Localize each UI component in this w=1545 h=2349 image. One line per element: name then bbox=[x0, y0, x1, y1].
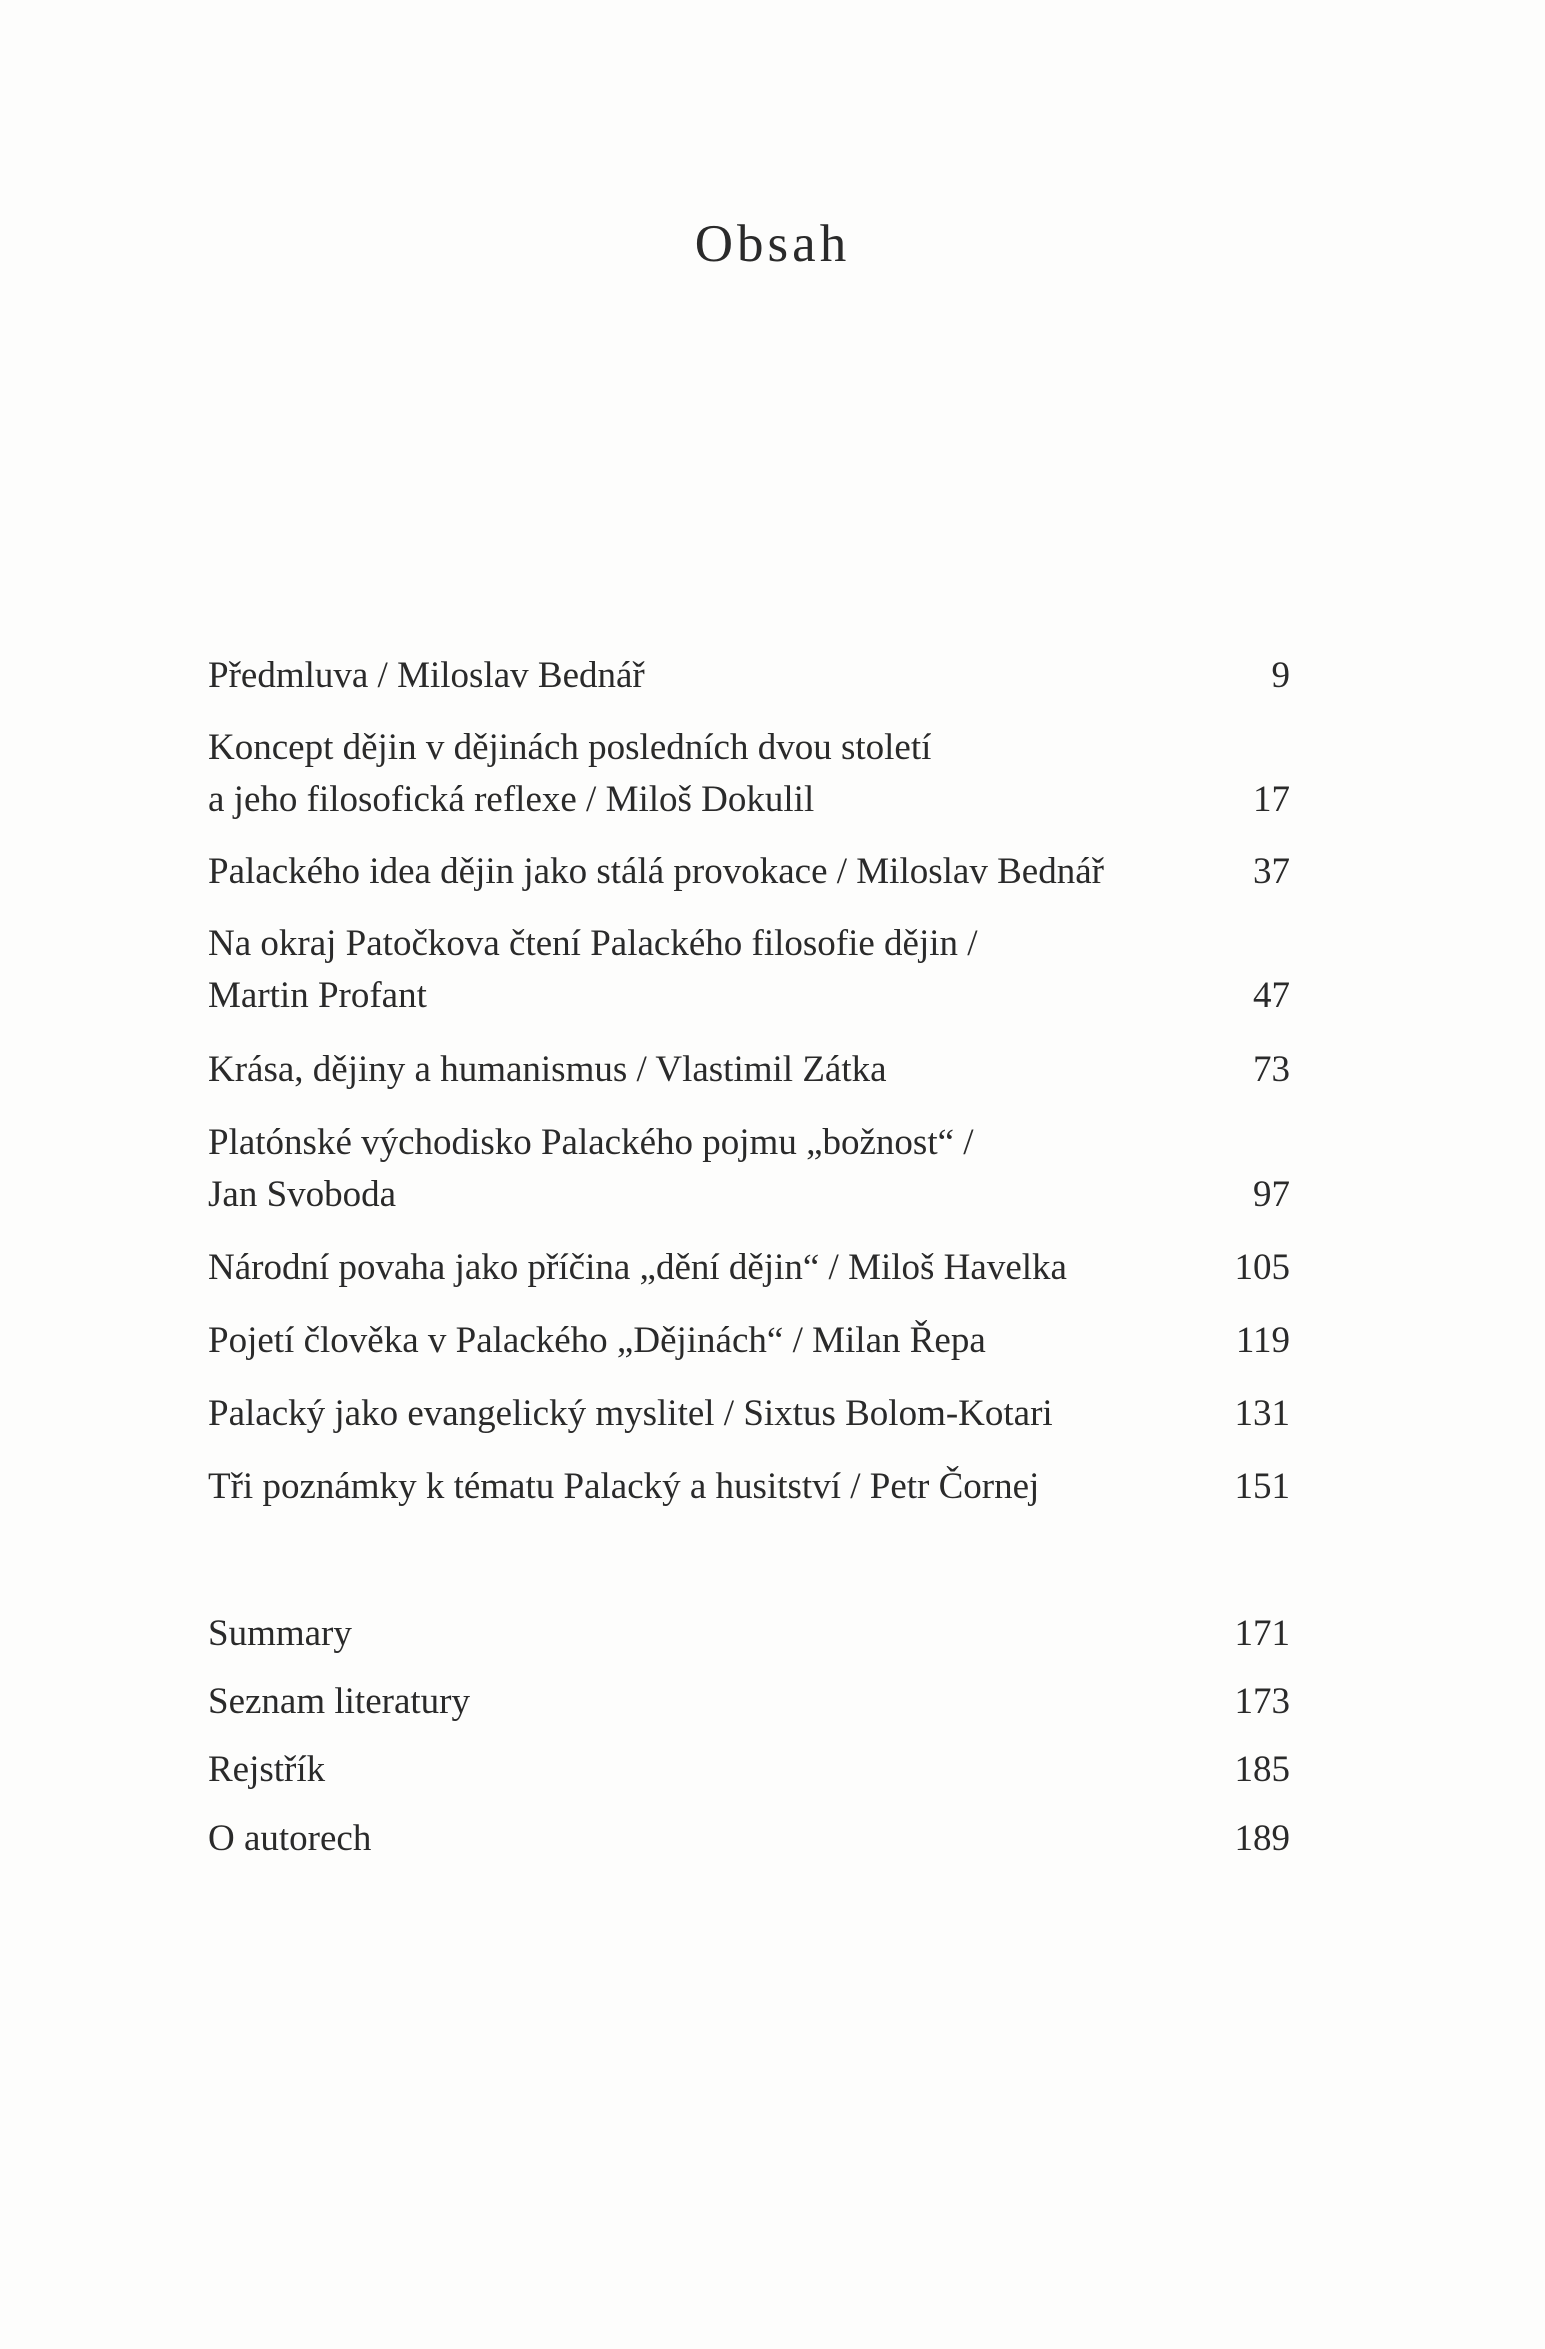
toc-entry-page: 119 bbox=[1235, 1320, 1290, 1361]
toc-entry-page: 47 bbox=[1253, 975, 1290, 1016]
toc-entry-title: Pojetí člověka v Palackého „Dějinách“ / Milan Řepa bbox=[208, 1320, 986, 1361]
appendix-entry bbox=[208, 1676, 1290, 1728]
toc-entry-title-continued: a jeho filosofická reflexe / Miloš Dokulil bbox=[208, 779, 815, 820]
appendix-entry-page: 189 bbox=[1234, 1818, 1290, 1859]
toc-entry-title: Platónské východisko Palackého pojmu „božnost“ / bbox=[208, 1122, 974, 1163]
appendix-entry-title: Rejstřík bbox=[208, 1749, 326, 1790]
page-title: Obsah bbox=[694, 215, 851, 273]
appendix-entry-page: 171 bbox=[1234, 1613, 1290, 1654]
toc-entry-page: 9 bbox=[1271, 655, 1290, 696]
toc-entry-page: 151 bbox=[1234, 1466, 1290, 1507]
toc-entry-title: Krása, dějiny a humanismus / Vlastimil Zátka bbox=[208, 1049, 887, 1090]
toc-entry bbox=[208, 1461, 1290, 1513]
toc-entry bbox=[208, 1117, 1290, 1221]
toc-entry bbox=[208, 1388, 1290, 1440]
appendix-entry bbox=[208, 1608, 1290, 1660]
toc-entry bbox=[208, 722, 1290, 826]
toc-entry-title: Koncept dějin v dějinách posledních dvou století bbox=[208, 727, 932, 768]
toc-entry-title: Palacký jako evangelický myslitel / Sixtus Bolom-Kotari bbox=[208, 1393, 1053, 1434]
appendix-entry-title: O autorech bbox=[208, 1818, 372, 1859]
toc-entry-title-continued: Martin Profant bbox=[208, 975, 427, 1016]
toc-entry bbox=[208, 1315, 1290, 1367]
toc-entry-title: Tři poznámky k tématu Palacký a husitství / Petr Čornej bbox=[208, 1466, 1040, 1507]
toc-entry bbox=[208, 846, 1290, 898]
toc-entry-page: 97 bbox=[1253, 1174, 1290, 1215]
toc-entry-title: Palackého idea dějin jako stálá provokace / Miloslav Bednář bbox=[208, 851, 1104, 892]
toc-entry-page: 105 bbox=[1234, 1247, 1290, 1288]
toc-entry-title: Předmluva / Miloslav Bednář bbox=[208, 655, 645, 696]
toc-entry bbox=[208, 1044, 1290, 1096]
toc-entry bbox=[208, 650, 1290, 702]
appendix-entry-page: 173 bbox=[1234, 1681, 1290, 1722]
appendix-entry-title: Seznam literatury bbox=[208, 1681, 470, 1722]
appendix-entry-title: Summary bbox=[208, 1613, 352, 1654]
toc-entry-title-continued: Jan Svoboda bbox=[208, 1174, 397, 1215]
toc-entry-page: 131 bbox=[1234, 1393, 1290, 1434]
toc-entry-page: 17 bbox=[1253, 779, 1290, 820]
appendix-entry-page: 185 bbox=[1234, 1749, 1290, 1790]
appendix-entry bbox=[208, 1813, 1290, 1865]
toc-entry bbox=[208, 1242, 1290, 1294]
toc-entry-title: Národní povaha jako příčina „dění dějin“ / Miloš Havelka bbox=[208, 1247, 1067, 1288]
toc-entry-page: 37 bbox=[1253, 851, 1290, 892]
toc-entry-title: Na okraj Patočkova čtení Palackého filosofie dějin / bbox=[208, 923, 978, 964]
appendix-entry bbox=[208, 1744, 1290, 1796]
toc-entry-page: 73 bbox=[1253, 1049, 1290, 1090]
toc-entry bbox=[208, 918, 1290, 1022]
